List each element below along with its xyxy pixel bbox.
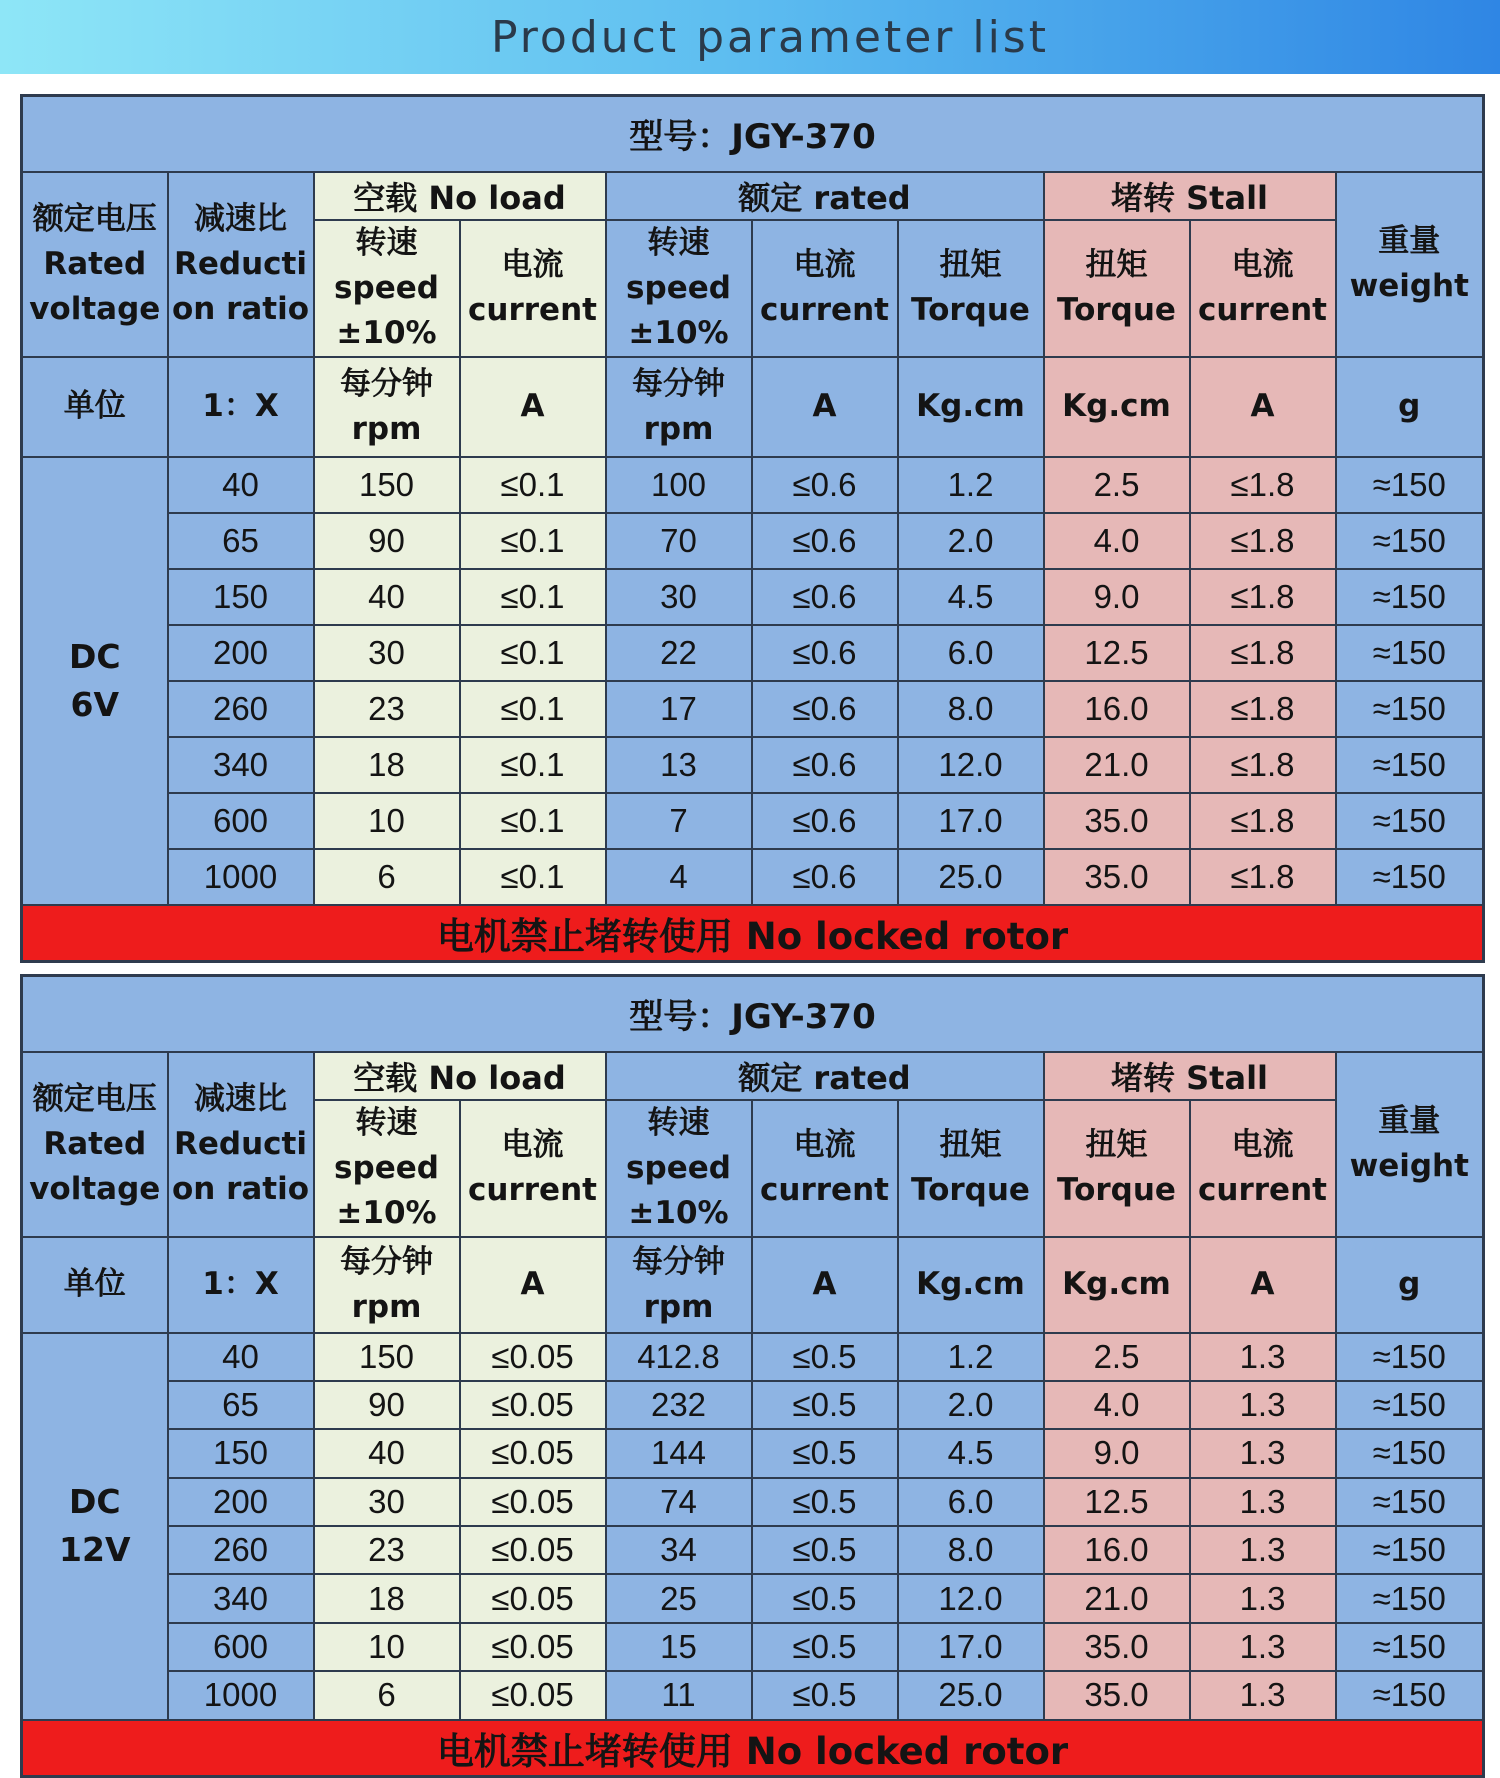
rated-current-header-line: 电流 [793, 247, 856, 283]
rated-speed-header-line: 转速 [647, 224, 710, 261]
model-row [22, 96, 1484, 172]
table-cell: 90 [314, 1381, 460, 1429]
table-cell: 40 [314, 569, 460, 625]
table-cell: 200 [168, 1478, 314, 1526]
rated-speed-unit [606, 1237, 752, 1333]
ratio-unit: 1：X [168, 357, 314, 457]
table-cell: 40 [314, 1429, 460, 1477]
parameter-table [20, 974, 1485, 1778]
table-row [22, 1333, 1484, 1381]
table-cell: 34 [606, 1526, 752, 1574]
table-cell: 70 [606, 513, 752, 569]
table-cell: 2.5 [1044, 457, 1190, 513]
table-cell: 40 [168, 1333, 314, 1381]
table-cell: ≤1.8 [1190, 681, 1336, 737]
rated-voltage-header-line: 额定电压 [32, 200, 157, 237]
table-cell: 12.0 [898, 1574, 1044, 1622]
table-cell: ≈150 [1336, 625, 1484, 681]
no-load-current-header [460, 220, 606, 357]
stall-current-header-line: 电流 [1231, 1127, 1294, 1163]
rated-current-header-line: current [760, 1172, 889, 1208]
table-cell: 65 [168, 1381, 314, 1429]
table-cell: ≤0.05 [460, 1526, 606, 1574]
model-row [22, 976, 1484, 1052]
table-cell: 18 [314, 1574, 460, 1622]
table-cell: 6.0 [898, 1478, 1044, 1526]
table-cell: 4.0 [1044, 1381, 1190, 1429]
no-load-current-header-line: 电流 [501, 1127, 564, 1163]
rated-current-header-line: current [760, 292, 889, 328]
table-cell: 9.0 [1044, 1429, 1190, 1477]
rated-torque-unit: Kg.cm [898, 357, 1044, 457]
table-cell: ≤0.05 [460, 1478, 606, 1526]
table-cell: 1.2 [898, 1333, 1044, 1381]
stall-current-unit: A [1190, 357, 1336, 457]
table-cell: 40 [168, 457, 314, 513]
no-load-speed-header [314, 220, 460, 357]
table-cell: ≤0.5 [752, 1671, 898, 1719]
table-row [22, 1623, 1484, 1671]
table-cell: ≤0.1 [460, 625, 606, 681]
table-cell: 260 [168, 681, 314, 737]
table-cell: 1.3 [1190, 1381, 1336, 1429]
reduction-ratio-header-line: 减速比 [194, 200, 287, 237]
table-cell: 13 [606, 737, 752, 793]
stall-group-header: 堵转 Stall [1044, 1052, 1336, 1100]
table-row [22, 681, 1484, 737]
table-cell: 2.5 [1044, 1333, 1190, 1381]
table-cell: 21.0 [1044, 737, 1190, 793]
page-title: Product parameter list [491, 11, 1049, 63]
table-cell: ≤0.6 [752, 681, 898, 737]
table-cell: 100 [606, 457, 752, 513]
table-cell: 35.0 [1044, 1671, 1190, 1719]
table-cell: ≤0.05 [460, 1429, 606, 1477]
rated-voltage-header-line: 额定电压 [32, 1080, 157, 1117]
table-cell: ≤0.05 [460, 1671, 606, 1719]
rated-speed-unit-line: 每分钟 [632, 1243, 725, 1280]
table-cell: ≤0.6 [752, 513, 898, 569]
table-cell: 1.3 [1190, 1574, 1336, 1622]
rated-speed-header-line: speed [626, 1149, 731, 1186]
stall-torque-unit: Kg.cm [1044, 357, 1190, 457]
units-row [22, 357, 1484, 457]
table-cell: 412.8 [606, 1333, 752, 1381]
no-load-speed-header-line: speed [334, 269, 439, 306]
rated-speed-unit [606, 357, 752, 457]
table-cell: ≈150 [1336, 793, 1484, 849]
no-load-group-header: 空载 No load [314, 1052, 606, 1100]
table-cell: 2.0 [898, 513, 1044, 569]
table-cell: ≤0.1 [460, 737, 606, 793]
rated-current-header [752, 1100, 898, 1237]
table-cell: ≤0.5 [752, 1381, 898, 1429]
table-cell: 4.5 [898, 569, 1044, 625]
table-cell: 22 [606, 625, 752, 681]
table-cell: ≤0.1 [460, 569, 606, 625]
reduction-ratio-header-line: Reducti [174, 1125, 307, 1162]
table-cell: 30 [606, 569, 752, 625]
table-cell: 1000 [168, 849, 314, 905]
table-cell: 1.3 [1190, 1526, 1336, 1574]
table-cell: ≤1.8 [1190, 513, 1336, 569]
table-cell: ≈150 [1336, 1623, 1484, 1671]
weight-header [1336, 172, 1484, 357]
model-title: 型号：JGY-370 [22, 976, 1484, 1052]
table-row [22, 569, 1484, 625]
table-cell: 4.0 [1044, 513, 1190, 569]
table-cell: 12.5 [1044, 625, 1190, 681]
warning-row [22, 905, 1484, 962]
stall-current-unit: A [1190, 1237, 1336, 1333]
rated-group-header: 额定 rated [606, 1052, 1044, 1100]
table-cell: 1.2 [898, 457, 1044, 513]
rated-current-header [752, 220, 898, 357]
rated-speed-header-line: ±10% [628, 1194, 729, 1231]
table-cell: ≈150 [1336, 737, 1484, 793]
table-cell: 25.0 [898, 1671, 1044, 1719]
reduction-ratio-header-line: 减速比 [194, 1080, 287, 1117]
table-cell: ≤0.05 [460, 1574, 606, 1622]
table-cell: 2.0 [898, 1381, 1044, 1429]
table-cell: 18 [314, 737, 460, 793]
table-cell: ≤0.6 [752, 849, 898, 905]
table-cell: 25 [606, 1574, 752, 1622]
table-row [22, 513, 1484, 569]
voltage-cell-line: 12V [59, 1530, 131, 1570]
rated-voltage-header-line: Rated [43, 245, 147, 282]
table-row [22, 457, 1484, 513]
table-cell: ≤0.5 [752, 1623, 898, 1671]
table-cell: ≤0.05 [460, 1333, 606, 1381]
table-cell: 10 [314, 793, 460, 849]
table-cell: 12.5 [1044, 1478, 1190, 1526]
table-cell: ≈150 [1336, 1478, 1484, 1526]
rated-current-header-line: 电流 [793, 1127, 856, 1163]
table-cell: 1.3 [1190, 1478, 1336, 1526]
table-cell: 150 [168, 569, 314, 625]
table-cell: 600 [168, 1623, 314, 1671]
group-header-row [22, 1052, 1484, 1100]
no-load-current-unit: A [460, 1237, 606, 1333]
table-cell: 17 [606, 681, 752, 737]
rated-torque-header-line: 扭矩 [939, 247, 1002, 283]
no-load-speed-unit-line: 每分钟 [340, 365, 433, 402]
table-cell: 23 [314, 681, 460, 737]
table-cell: ≤0.05 [460, 1623, 606, 1671]
rated-torque-header-line: Torque [911, 292, 1030, 328]
table-cell: ≈150 [1336, 569, 1484, 625]
weight-header-line: weight [1349, 1148, 1469, 1184]
table-cell: ≈150 [1336, 1429, 1484, 1477]
no-load-speed-unit [314, 1237, 460, 1333]
table-cell: ≈150 [1336, 849, 1484, 905]
table-cell: 6 [314, 1671, 460, 1719]
rated-torque-header-line: Torque [911, 1172, 1030, 1208]
table-cell: 10 [314, 1623, 460, 1671]
rated-speed-unit-line: rpm [643, 1288, 714, 1325]
no-load-speed-header [314, 1100, 460, 1237]
rated-speed-header-line: 转速 [647, 1104, 710, 1141]
table-cell: ≈150 [1336, 681, 1484, 737]
stall-current-header [1190, 1100, 1336, 1237]
table-cell: 11 [606, 1671, 752, 1719]
table-cell: 340 [168, 737, 314, 793]
weight-unit: g [1336, 1237, 1484, 1333]
table-cell: 65 [168, 513, 314, 569]
table-cell: ≤0.5 [752, 1526, 898, 1574]
voltage-cell-line: DC [68, 636, 121, 676]
table-cell: ≤1.8 [1190, 793, 1336, 849]
stall-current-header [1190, 220, 1336, 357]
weight-header-line: 重量 [1378, 1103, 1441, 1139]
rated-voltage-header [22, 1052, 168, 1237]
stall-current-header-line: 电流 [1231, 247, 1294, 283]
warning-row [22, 1720, 1484, 1777]
table-cell: ≤1.8 [1190, 849, 1336, 905]
table-cell: 74 [606, 1478, 752, 1526]
table-cell: 17.0 [898, 1623, 1044, 1671]
unit-label: 单位 [22, 1237, 168, 1333]
table-cell: ≈150 [1336, 1671, 1484, 1719]
rated-current-unit: A [752, 357, 898, 457]
weight-header [1336, 1052, 1484, 1237]
table-cell: 35.0 [1044, 793, 1190, 849]
rated-speed-header [606, 1100, 752, 1237]
rated-speed-header-line: speed [626, 269, 731, 306]
reduction-ratio-header [168, 1052, 314, 1237]
table-cell: 16.0 [1044, 681, 1190, 737]
table-cell: 1.3 [1190, 1333, 1336, 1381]
voltage-cell [22, 457, 168, 905]
rated-voltage-header-line: Rated [43, 1125, 147, 1162]
rated-voltage-header-line: voltage [29, 290, 161, 327]
stall-group-header: 堵转 Stall [1044, 172, 1336, 220]
table-cell: 1.3 [1190, 1429, 1336, 1477]
page-banner [0, 0, 1500, 74]
table-cell: 260 [168, 1526, 314, 1574]
table-cell: 35.0 [1044, 849, 1190, 905]
table-cell: 600 [168, 793, 314, 849]
rated-speed-header-line: ±10% [628, 314, 729, 351]
table-cell: ≤0.1 [460, 849, 606, 905]
table-cell: 7 [606, 793, 752, 849]
no-load-speed-unit-line: rpm [351, 410, 422, 447]
table-row [22, 625, 1484, 681]
stall-current-header-line: current [1198, 292, 1327, 328]
rated-voltage-header [22, 172, 168, 357]
no-load-speed-header-line: ±10% [336, 314, 437, 351]
table-row [22, 793, 1484, 849]
rated-torque-unit: Kg.cm [898, 1237, 1044, 1333]
parameter-table [20, 94, 1485, 963]
group-header-row [22, 172, 1484, 220]
table-cell: ≈150 [1336, 457, 1484, 513]
no-load-current-header-line: current [468, 292, 597, 328]
table-cell: 35.0 [1044, 1623, 1190, 1671]
stall-torque-header [1044, 220, 1190, 357]
table-cell: ≤1.8 [1190, 737, 1336, 793]
no-load-current-header [460, 1100, 606, 1237]
table-cell: 30 [314, 625, 460, 681]
no-load-current-unit: A [460, 357, 606, 457]
table-cell: 150 [314, 457, 460, 513]
table-cell: ≈150 [1336, 1574, 1484, 1622]
table-cell: ≤0.1 [460, 513, 606, 569]
table-cell: ≤0.6 [752, 569, 898, 625]
table-cell: ≤0.5 [752, 1574, 898, 1622]
no-load-current-header-line: 电流 [501, 247, 564, 283]
table-cell: 21.0 [1044, 1574, 1190, 1622]
no-load-speed-unit-line: rpm [351, 1288, 422, 1325]
table-row [22, 737, 1484, 793]
weight-unit: g [1336, 357, 1484, 457]
table-row [22, 1429, 1484, 1477]
voltage-cell-line: 6V [70, 684, 119, 724]
table-row [22, 1526, 1484, 1574]
table-cell: 1.3 [1190, 1623, 1336, 1671]
table-cell: ≤0.6 [752, 793, 898, 849]
no-load-group-header: 空载 No load [314, 172, 606, 220]
table-cell: 8.0 [898, 681, 1044, 737]
rated-speed-unit-line: rpm [643, 410, 714, 447]
table-cell: ≤0.1 [460, 457, 606, 513]
table-cell: 90 [314, 513, 460, 569]
table-cell: 232 [606, 1381, 752, 1429]
table-cell: 150 [314, 1333, 460, 1381]
voltage-cell [22, 1333, 168, 1720]
rated-torque-header-line: 扭矩 [939, 1127, 1002, 1163]
table-cell: 25.0 [898, 849, 1044, 905]
no-load-speed-header-line: 转速 [355, 224, 418, 261]
table-cell: ≤0.6 [752, 625, 898, 681]
table-cell: ≈150 [1336, 1333, 1484, 1381]
rated-voltage-header-line: voltage [29, 1170, 161, 1207]
table-cell: 17.0 [898, 793, 1044, 849]
stall-torque-header-line: 扭矩 [1085, 1127, 1148, 1163]
stall-current-header-line: current [1198, 1172, 1327, 1208]
rated-torque-header [898, 220, 1044, 357]
weight-header-line: 重量 [1378, 223, 1441, 259]
table-cell: ≤0.6 [752, 457, 898, 513]
table-cell: ≤0.5 [752, 1333, 898, 1381]
table-cell: 4 [606, 849, 752, 905]
ratio-unit: 1：X [168, 1237, 314, 1333]
rated-current-unit: A [752, 1237, 898, 1333]
table-cell: ≤0.6 [752, 737, 898, 793]
rated-speed-unit-line: 每分钟 [632, 365, 725, 402]
table-cell: ≈150 [1336, 1381, 1484, 1429]
reduction-ratio-header-line: on ratio [171, 290, 310, 327]
table-cell: ≤1.8 [1190, 625, 1336, 681]
no-load-speed-unit [314, 357, 460, 457]
table-cell: 12.0 [898, 737, 1044, 793]
table-cell: 6.0 [898, 625, 1044, 681]
units-row [22, 1237, 1484, 1333]
table-cell: 16.0 [1044, 1526, 1190, 1574]
unit-label: 单位 [22, 357, 168, 457]
no-locked-rotor-warning: 电机禁止堵转使用 No locked rotor [22, 1720, 1484, 1777]
table-cell: ≤0.1 [460, 793, 606, 849]
table-cell: 340 [168, 1574, 314, 1622]
no-load-speed-header-line: 转速 [355, 1104, 418, 1141]
rated-torque-header [898, 1100, 1044, 1237]
table-cell: 9.0 [1044, 569, 1190, 625]
no-load-speed-header-line: ±10% [336, 1194, 437, 1231]
no-locked-rotor-warning: 电机禁止堵转使用 No locked rotor [22, 905, 1484, 962]
no-load-current-header-line: current [468, 1172, 597, 1208]
weight-header-line: weight [1349, 268, 1469, 304]
table-row [22, 1478, 1484, 1526]
rated-speed-header [606, 220, 752, 357]
table-cell: ≤0.5 [752, 1478, 898, 1526]
table-cell: 150 [168, 1429, 314, 1477]
stall-torque-header-line: 扭矩 [1085, 247, 1148, 283]
stall-torque-header [1044, 1100, 1190, 1237]
table-cell: ≤1.8 [1190, 457, 1336, 513]
table-row [22, 849, 1484, 905]
table-cell: ≤0.1 [460, 681, 606, 737]
table-cell: ≤0.05 [460, 1381, 606, 1429]
table-cell: 23 [314, 1526, 460, 1574]
table-cell: 144 [606, 1429, 752, 1477]
rated-group-header: 额定 rated [606, 172, 1044, 220]
table-row [22, 1574, 1484, 1622]
table-cell: 1.3 [1190, 1671, 1336, 1719]
table-row [22, 1381, 1484, 1429]
table-cell: 6 [314, 849, 460, 905]
no-load-speed-unit-line: 每分钟 [340, 1243, 433, 1280]
no-load-speed-header-line: speed [334, 1149, 439, 1186]
reduction-ratio-header-line: Reducti [174, 245, 307, 282]
reduction-ratio-header [168, 172, 314, 357]
table-cell: ≤0.5 [752, 1429, 898, 1477]
voltage-cell-line: DC [68, 1482, 121, 1522]
model-title: 型号：JGY-370 [22, 96, 1484, 172]
table-cell: 200 [168, 625, 314, 681]
table-cell: ≈150 [1336, 1526, 1484, 1574]
table-cell: 8.0 [898, 1526, 1044, 1574]
stall-torque-unit: Kg.cm [1044, 1237, 1190, 1333]
table-cell: ≈150 [1336, 513, 1484, 569]
stall-torque-header-line: Torque [1057, 1172, 1176, 1208]
table-cell: 1000 [168, 1671, 314, 1719]
table-cell: 30 [314, 1478, 460, 1526]
table-row [22, 1671, 1484, 1719]
table-cell: ≤1.8 [1190, 569, 1336, 625]
table-cell: 4.5 [898, 1429, 1044, 1477]
stall-torque-header-line: Torque [1057, 292, 1176, 328]
reduction-ratio-header-line: on ratio [171, 1170, 310, 1207]
table-cell: 15 [606, 1623, 752, 1671]
